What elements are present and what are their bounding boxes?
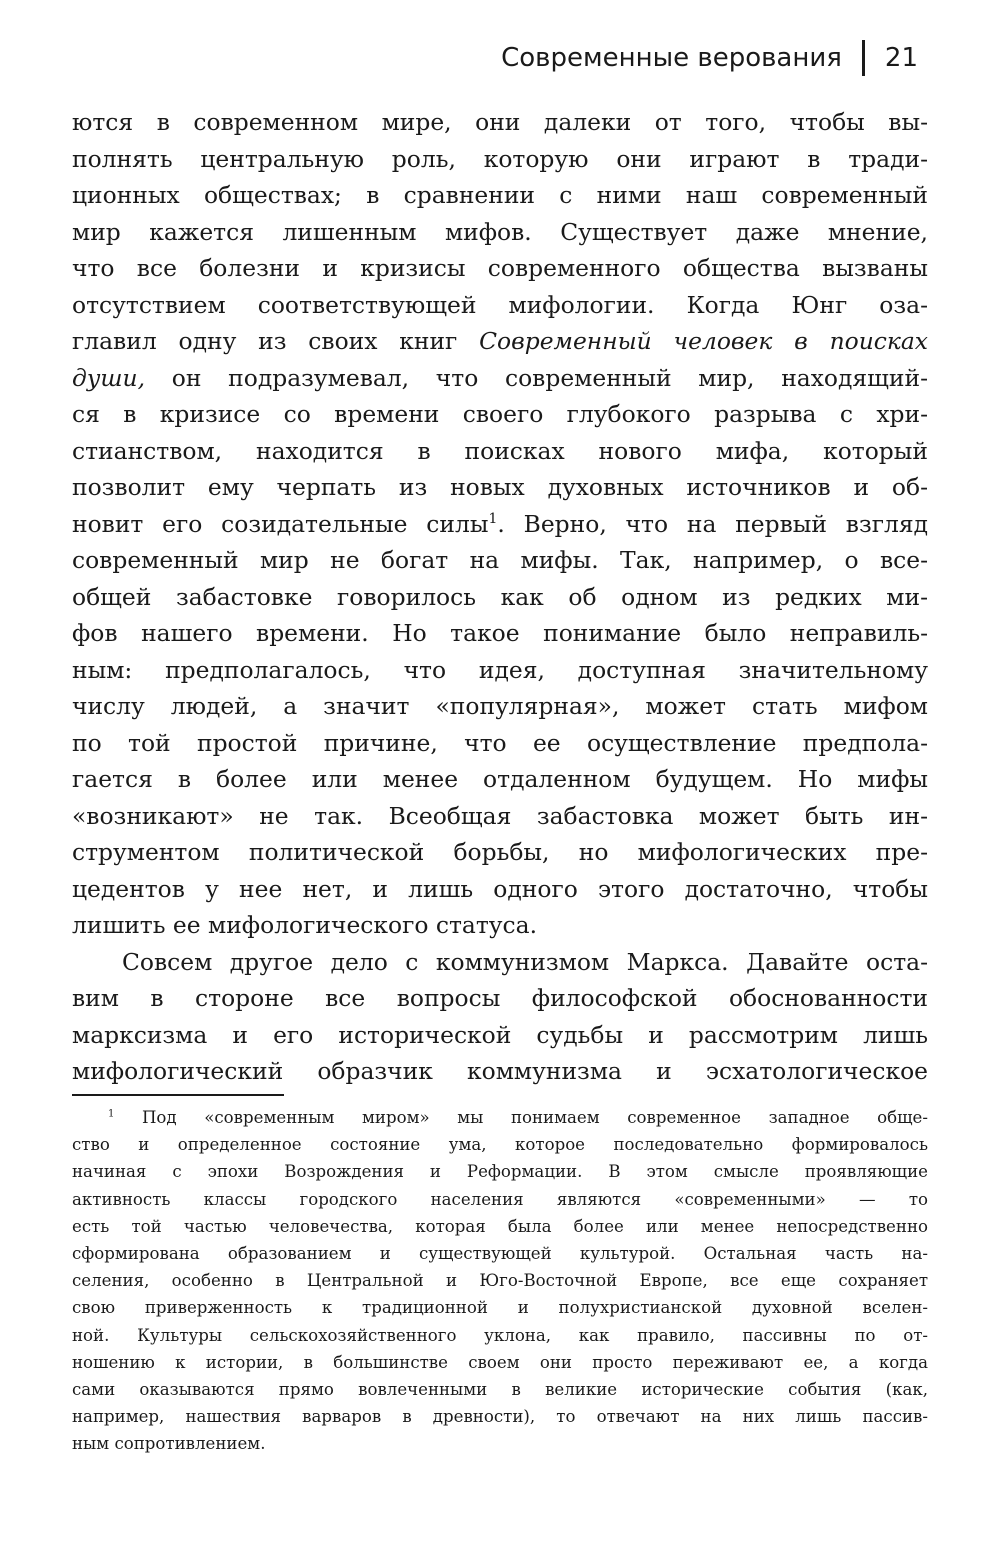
footnote-line: ным сопротивлением.: [72, 1434, 266, 1454]
text-line: струментом политической борьбы, но мифологических пре-: [72, 838, 928, 866]
text-line: «возникают» не так. Всеобщая забастовка может быть ин-: [72, 801, 928, 830]
footnote-line: [72, 1104, 928, 1131]
footnote-line: ство и определенное состояние ума, которое последовательно формировалось: [72, 1135, 928, 1155]
footnote-line: свою приверженность к традиционной и полухристианской духовной вселен-: [72, 1298, 928, 1318]
text-line: позволит ему черпать из новых духовных источников и об-: [72, 473, 928, 501]
text-line: [72, 506, 928, 543]
footnote-line: есть той частью человечества, которая была более или менее непосредственно: [72, 1216, 928, 1236]
text-segment: главил одну из своих книг: [72, 327, 480, 355]
footnote-line: селения, особенно в Центральной и Юго-Восточной Европе, все еще сохраняет: [72, 1271, 928, 1291]
text-line: что все болезни и кризисы современного общества вызваны: [72, 254, 928, 282]
header-divider: [862, 40, 865, 76]
paragraph-start-line: Совсем другое дело с коммунизмом Маркса. Давайте оста-: [122, 947, 928, 976]
main-text: [72, 104, 928, 1090]
text-segment: Под «современным миром» мы понимаем современное западное обще-: [114, 1108, 928, 1127]
running-header: [501, 36, 918, 80]
book-title-italic: Современный человек в поисках: [479, 327, 928, 355]
text-line: отсутствием соответствующей мифологии. Когда Юнг оза-: [72, 290, 928, 319]
text-line: цедентов у нее нет, и лишь одного этого достаточно, чтобы: [72, 874, 928, 903]
text-line: фов нашего времени. Но такое понимание было неправиль-: [72, 619, 928, 647]
footnote: [72, 1104, 928, 1457]
text-line: ционных обществах; в сравнении с ними наш современный: [72, 181, 928, 209]
footnote-separator: [72, 1094, 284, 1096]
text-segment: . Верно, что на первый взгляд: [497, 509, 928, 538]
text-line: по той простой причине, что ее осуществление предпола-: [72, 728, 928, 757]
text-line: мир кажется лишенным мифов. Существует даже мнение,: [72, 217, 928, 246]
text-line: полнять центральную роль, которую они играют в тради-: [72, 144, 928, 173]
text-line: марксизма и его исторической судьбы и рассмотрим лишь: [72, 1020, 928, 1049]
text-line: ся в кризисе со времени своего глубокого разрыва с хри-: [72, 400, 928, 428]
text-line: [72, 323, 928, 360]
text-line: ным: предполагалось, что идея, доступная значительному: [72, 655, 928, 684]
text-segment: новит его созидательные силы: [72, 509, 489, 538]
footnote-line: например, нашествия варваров в древности), то отвечают на них лишь пассив-: [72, 1407, 928, 1427]
text-line: числу людей, а значит «популярная», может стать мифом: [72, 692, 928, 720]
page-number: 21: [884, 43, 918, 73]
footnote-line: активность классы городского населения являются «современными» — то: [72, 1189, 928, 1209]
text-line: [72, 360, 928, 397]
footnote-reference[interactable]: 1: [488, 510, 498, 527]
text-line: мифологический образчик коммунизма и эсхатологическое: [72, 1057, 928, 1085]
paragraph-end-line: лишить ее мифологического статуса.: [72, 911, 538, 939]
running-header-title: Современные верования: [501, 43, 842, 73]
footnote-line: ношению к истории, в большинстве своем они просто переживают ее, а когда: [72, 1352, 928, 1372]
text-segment: он подразумевал, что современный мир, находящий-: [145, 363, 928, 392]
book-title-italic-end: души,: [72, 363, 146, 392]
footnote-marker: 1: [108, 1108, 115, 1120]
text-line: современный мир не богат на мифы. Так, например, о все-: [72, 546, 928, 574]
footnote-line: сами оказываются прямо вовлеченными в великие исторические события (как,: [72, 1379, 928, 1399]
text-line: вим в стороне все вопросы философской обоснованности: [72, 984, 928, 1012]
text-line: общей забастовке говорилось как об одном из редких ми-: [72, 582, 928, 611]
footnote-line: начиная с эпохи Возрождения и Реформации. В этом смысле проявляющие: [72, 1162, 928, 1182]
text-line: гается в более или менее отдаленном будущем. Но мифы: [72, 765, 928, 793]
text-line: стианством, находится в поисках нового мифа, который: [72, 436, 928, 465]
text-line: ются в современном мире, они далеки от того, чтобы вы-: [72, 108, 928, 136]
footnote-line: ной. Культуры сельскохозяйственного уклона, как правило, пассивны по от-: [72, 1325, 928, 1345]
footnote-line: сформирована образованием и существующей культурой. Остальная часть на-: [72, 1243, 928, 1263]
